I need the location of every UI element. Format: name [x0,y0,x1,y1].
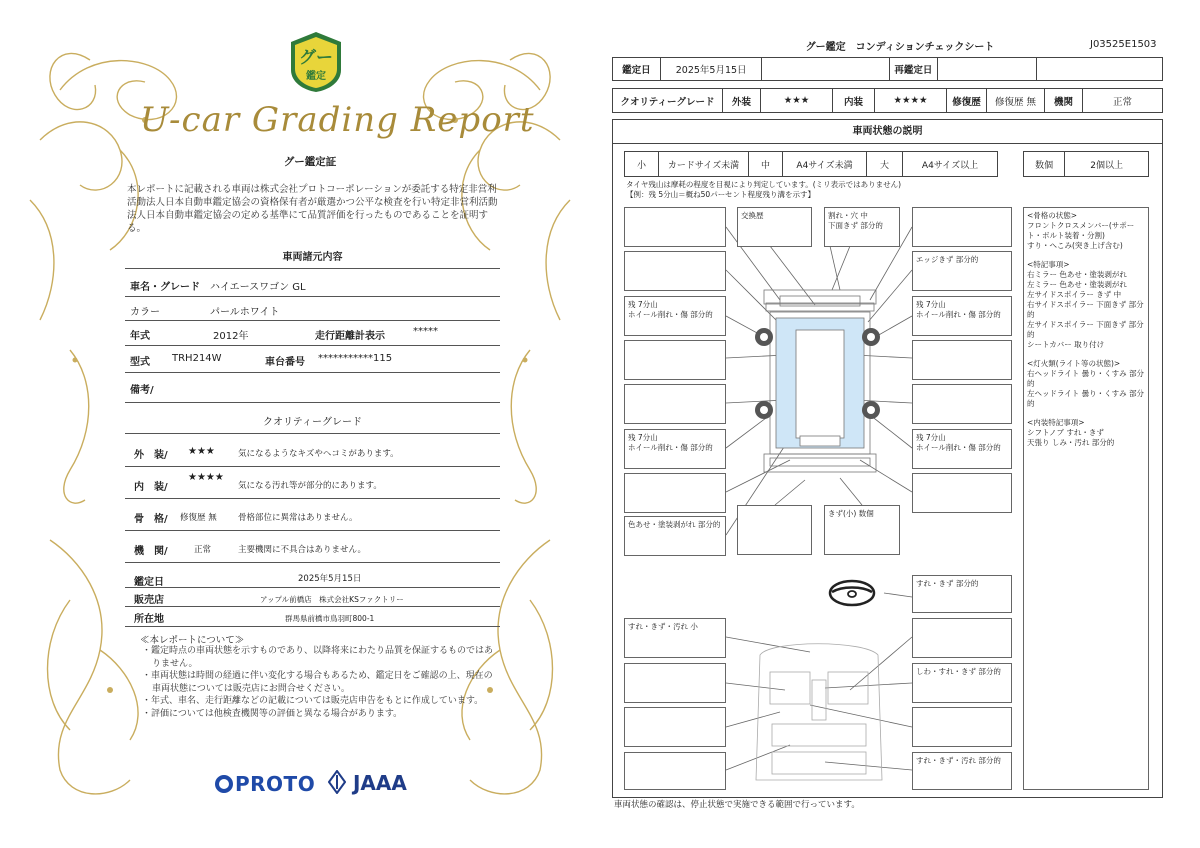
comment-box [912,473,1012,513]
comment-box [624,707,726,747]
cert-heading: グー鑑定証 [283,156,337,168]
interior-value: ★★★★ [875,89,947,112]
fading-box: 色あせ・塗装剥がれ 部分的 [624,516,726,556]
jaaa-logo [328,770,407,795]
legend-large: 大 [867,152,903,176]
divider [125,587,500,588]
report-title: U-car Grading Report [140,100,535,140]
dealer-label: 販売店 [134,595,164,606]
remarks-label: 備考/ [130,385,154,396]
divider [125,626,500,627]
count-legend [1023,151,1149,177]
tire-note [626,180,901,200]
tire-rear-right-box: 残 7分山 ホイール削れ・傷 部分的 [912,429,1012,469]
notes-title: ≪本レポートについて≫ [140,635,245,646]
section-title: 車両状態の説明 [612,119,1163,144]
model-label: 型式 [130,357,150,368]
empty-cell [762,58,890,80]
footer-note: 車両状態の確認は、停止状態で実施できる範囲で行っています。 [614,800,860,810]
location-value: 群馬県前橋市鳥羽町800-1 [285,614,375,623]
engine-label: 機関 [1045,89,1083,112]
location-label: 所在地 [134,614,164,625]
comment-box [912,384,1012,424]
comment-box [737,505,812,555]
edge-scratch-box: エッジきず 部分的 [912,251,1012,291]
tire-note-line: タイヤ残山は摩耗の程度を目視により判定しています。(ミリ表示ではありません) [626,180,902,189]
mileage-value: ***** [413,326,438,337]
steering-box: すれ・きず 部分的 [912,575,1012,613]
date-value: 2025年5月15日 [661,58,763,80]
legend-count: 数個 [1024,152,1065,176]
mileage-label: 走行距離計表示 [315,331,385,342]
divider [125,466,500,467]
comment-box [624,752,726,790]
legend-count-desc: 2個以上 [1090,160,1124,171]
comment-box [624,473,726,513]
notes-list [142,645,497,720]
divider [125,498,500,499]
proto-mark-icon [215,775,233,793]
exterior-value: ★★★ [761,89,833,112]
comment-box [624,251,726,291]
size-legend [624,151,998,177]
divider [125,562,500,563]
legend-large-desc: A4サイズ以上 [921,160,979,171]
comment-box [624,663,726,703]
tire-front-right-box: 残 7分山 ホイール削れ・傷 部分的 [912,296,1012,336]
name-value: ハイエースワゴン GL [210,282,306,293]
redate-label: 再鑑定日 [890,58,938,80]
crack-box: 割れ・穴 中 下面きず 部分的 [824,207,900,247]
note-block: <灯火類(ライト等の状態)> 右ヘッドライト 曇り・くすみ 部分的 左ヘッドライト 曇り・くすみ 部分的 [1027,359,1145,408]
exterior-text: 気になるようなキズやヘコミがあります。 [238,449,399,459]
divider [125,296,500,297]
date-label: 鑑定日 [613,58,661,80]
dealer-value: アップル前橋店 株式会社KSファクトリー [260,595,404,604]
note-block: <特記事項> 右ミラー 色あせ・塗装剥がれ 左ミラー 色あせ・塗装剥がれ 左サイドスポイラー きず 中 右サイドスポイラー 下面きず 部分的 左サイドスポイラー 下面きず 部分的 シートカバー 取り付け [1027,260,1144,349]
date-row [612,57,1163,81]
repair-label: 修復歴 [947,89,987,112]
cert-text: 本レポートに記載される車両は株式会社プロトコーポレーションが委託する特定非営利活動法人日本自動車鑑定協会の資格保有者が厳選かつ公平な検査を行い特定非営利活動法人日本自動車鑑定協会の定める基準にて品質評価を行ったものであることを証明する。 [127,184,498,234]
engine-value: 正常 [1112,96,1132,108]
note-block: <骨格の状態> フロントクロスメンバー(サポート・ボルト装着・分割) すり・へこみ(突き上げ含む) [1027,211,1135,250]
note-item: ・ 鑑定時点の車両状態を示すものであり、以降将来にわたり品質を保証するものではありません。 [142,645,497,670]
proto-logo [215,772,315,796]
date-value: 2025年5月15日 [298,574,362,584]
divider [125,606,500,607]
note-item: ・ 評価については他検査機関等の評価と異なる場合があります。 [142,708,497,721]
chassis-label: 車台番号 [265,357,305,368]
divider [125,530,500,531]
comment-box [624,340,726,380]
comment-box [624,384,726,424]
goo-kantei-badge-icon [287,30,345,94]
special-notes-column [1023,207,1149,790]
model-value: TRH214W [172,353,222,364]
spec-heading: 車両諸元内容 [282,252,343,263]
quality-heading: クオリティーグレード [263,417,362,428]
frame-value: 修復歴 無 [180,513,217,523]
badge-subtext: 鑑定 [306,71,326,82]
color-label: カラー [130,307,160,318]
interior-seat-box: すれ・きず・汚れ 小 [624,618,726,658]
legend-mid: 中 [749,152,783,176]
tire-rear-left-box: 残 7分山 ホイール削れ・傷 部分的 [624,429,726,469]
interior-rear-box: すれ・きず・汚れ 部分的 [912,752,1012,790]
color-value: パールホワイト [210,307,280,318]
grade-row [612,88,1163,113]
replacement-box: 交換歴 [737,207,812,247]
year-value: 2012年 [213,331,249,342]
comment-box [912,207,1012,247]
empty-cell [1037,58,1162,80]
tire-note-line: 【例：残 5分山＝概ね50パーセント程度残り溝を示す】 [626,190,816,199]
comment-box [912,707,1012,747]
legend-small: 小 [625,152,659,176]
comment-box [912,618,1012,658]
comment-box [912,340,1012,380]
jaaa-logo-text: JAAA [352,771,407,795]
badge-text: グー [299,48,333,68]
divider [125,320,500,321]
interior-label: 内装 [833,89,875,112]
legend-small-desc: カードサイズ未満 [659,152,749,176]
divider [125,268,500,269]
divider [125,345,500,346]
document-id: J03525E1503 [1090,39,1157,50]
date-label: 鑑定日 [134,577,164,588]
engine-value: 正常 [194,545,212,555]
exterior-stars: ★★★ [188,446,215,457]
grade-label: クオリティーグレード [613,89,723,112]
note-block: <内装特記事項> シフトノブ すれ・きず 天張り しみ・汚れ 部分的 [1027,418,1115,447]
jaaa-mark-icon [328,770,346,794]
note-item: ・ 年式、車名、走行距離などの記載については販売店申告をもとに作成しています。 [142,695,497,708]
engine-text: 主要機関に不具合はありません。 [238,545,367,555]
engine-label: 機 関/ [134,546,168,557]
divider [125,402,500,403]
tire-front-left-box: 残 7分山 ホイール削れ・傷 部分的 [624,296,726,336]
redate-value [938,58,1038,80]
interior-label: 内 装/ [134,482,168,493]
frame-label: 骨 格/ [134,514,168,525]
condition-check-sheet [600,0,1200,848]
proto-logo-text: PROTO [235,772,316,796]
comment-box [624,207,726,247]
name-label: 車名・グレード [130,282,200,293]
interior-console-box: しわ・すれ・きず 部分的 [912,663,1012,703]
sheet-title: グー鑑定 コンディションチェックシート [805,42,995,53]
exterior-label: 外 装/ [134,450,168,461]
legend-mid-desc: A4サイズ未満 [783,152,867,176]
frame-text: 骨格部位に異常はありません。 [238,513,358,523]
note-item: ・ 車両状態は時間の経過に伴い変化する場合もあるため、鑑定日をご確認の上、現在の車両状態については販売店にお問合せください。 [142,670,497,695]
interior-text: 気になる汚れ等が部分的にあります。 [238,481,382,491]
repair-value: 修復歴 無 [987,89,1045,112]
divider [125,433,500,434]
divider [125,372,500,373]
interior-stars: ★★★★ [188,472,224,483]
exterior-label: 外装 [723,89,761,112]
chassis-value: ***********115 [318,353,393,364]
year-label: 年式 [130,331,150,342]
small-scratch-box: きず(小) 数個 [824,505,900,555]
